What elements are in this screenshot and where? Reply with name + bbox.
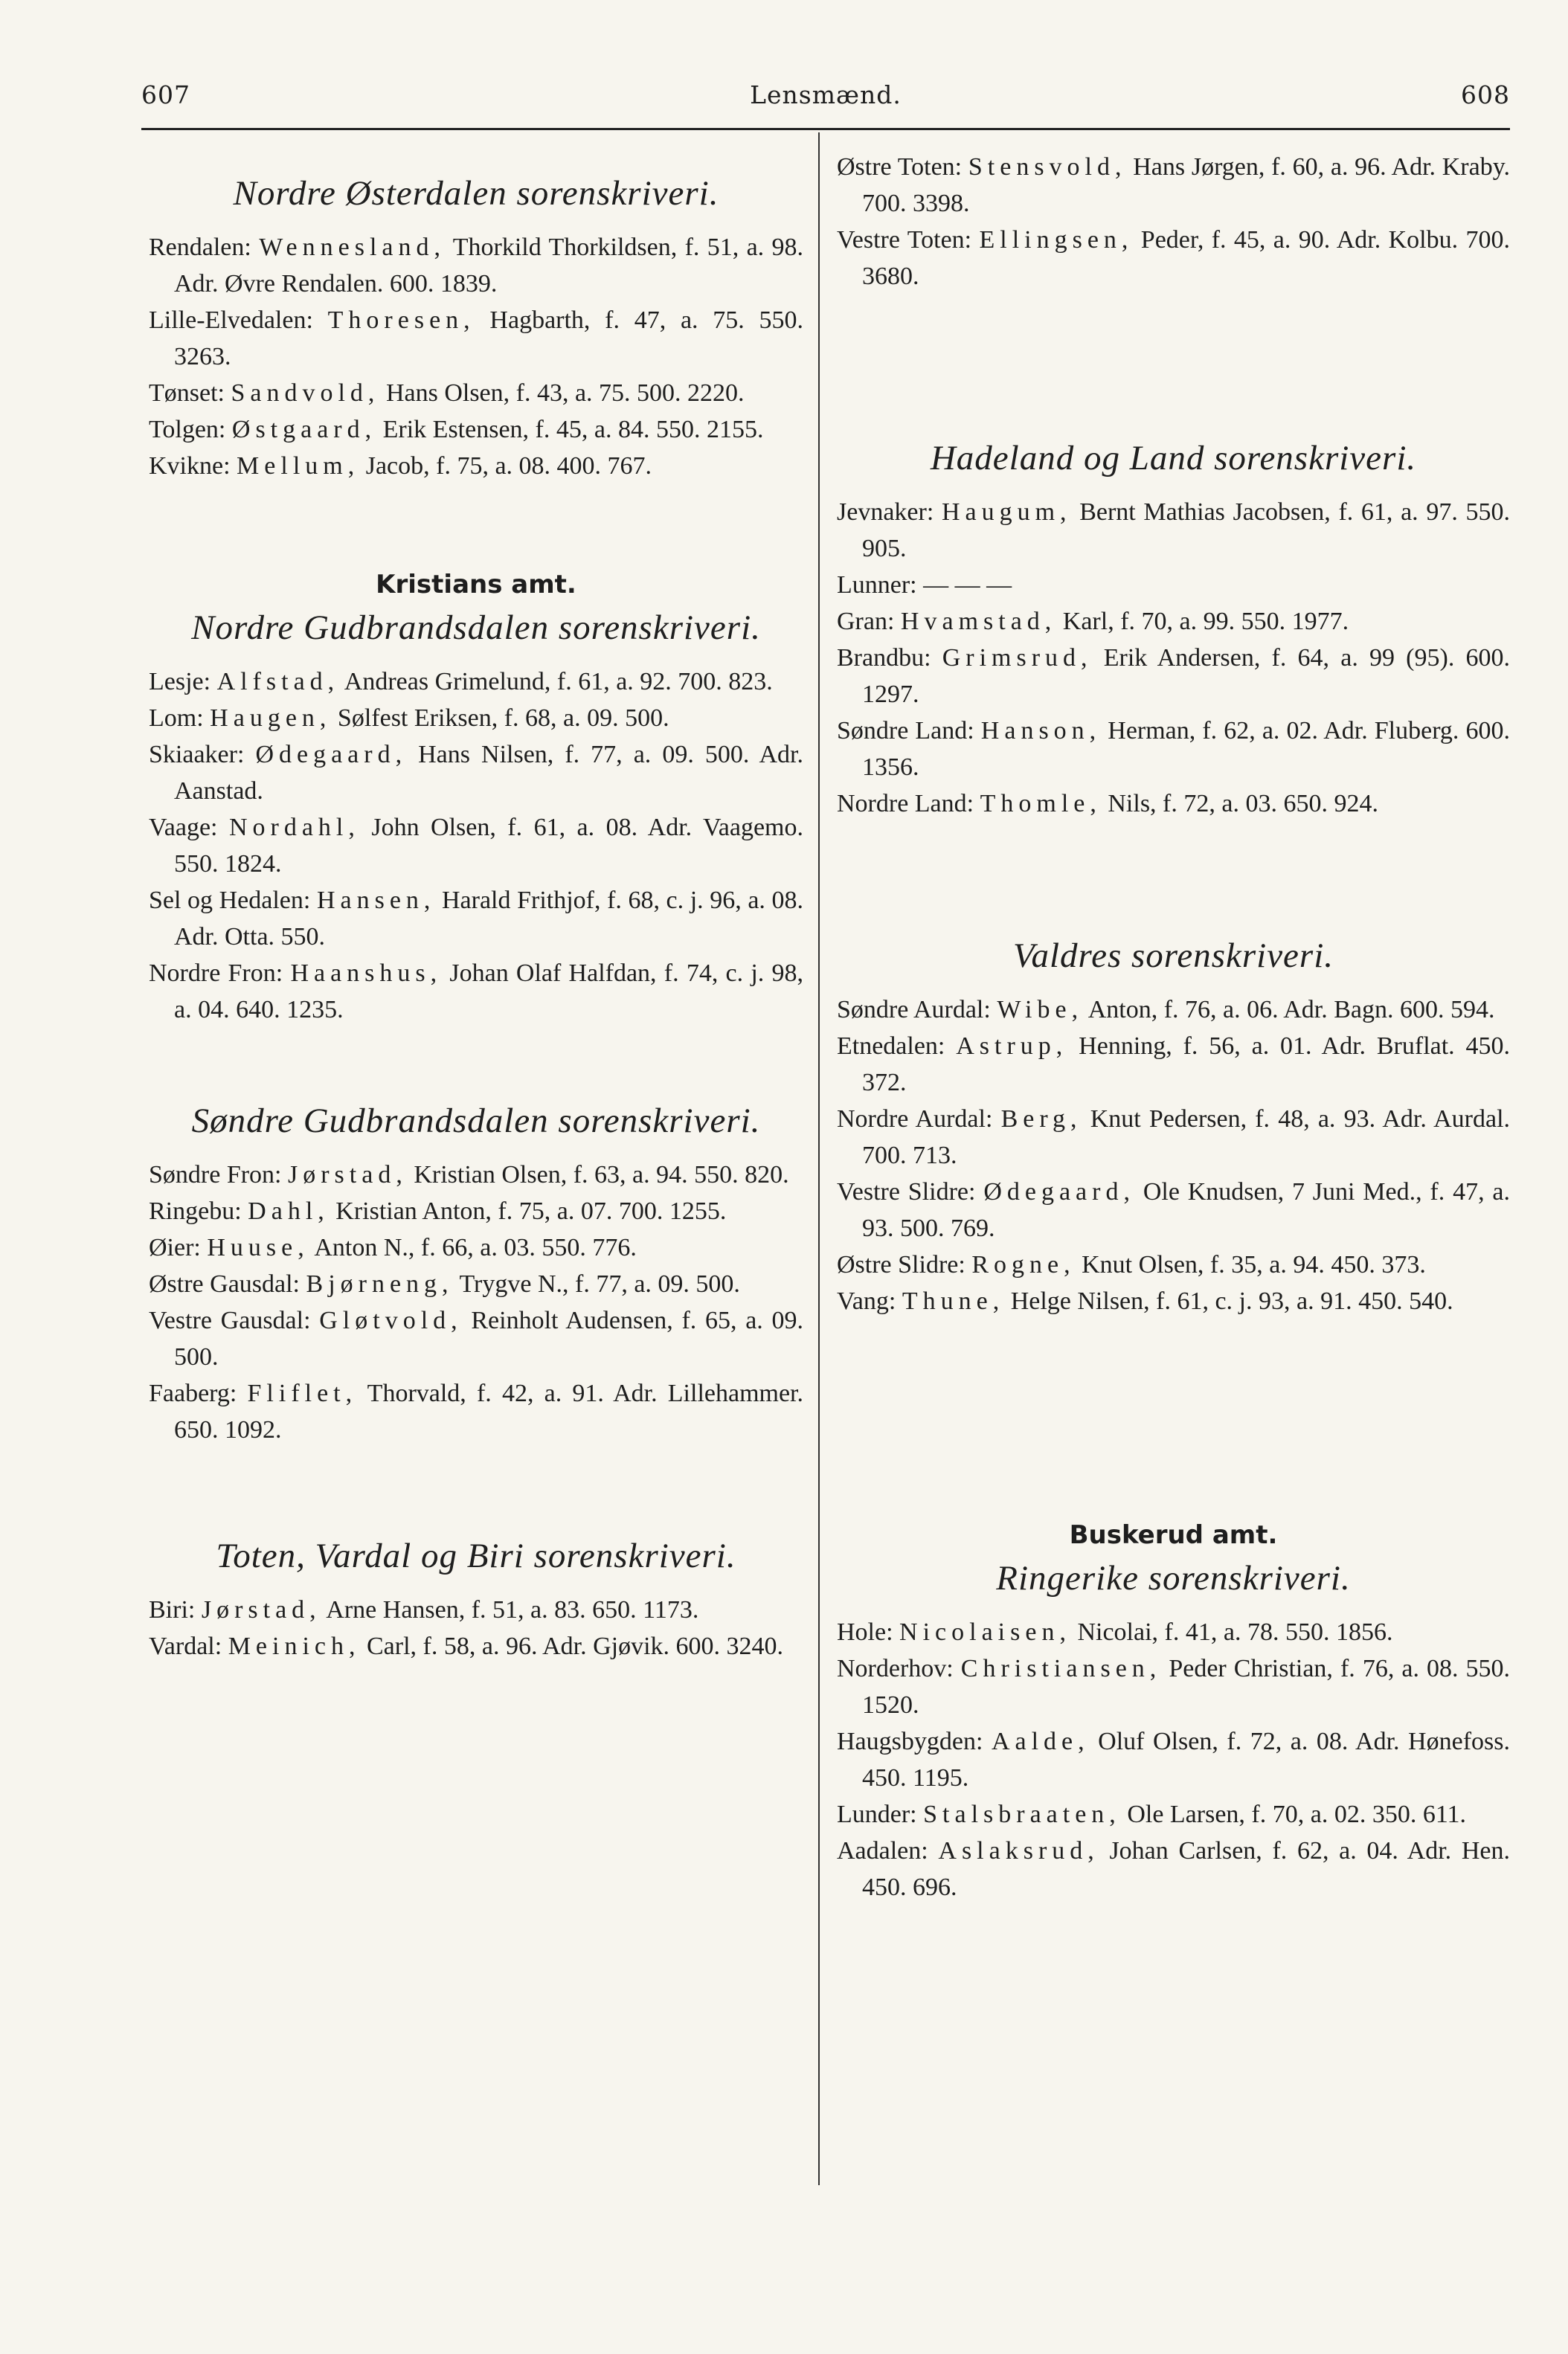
section-toten-vardal-biri bbox=[149, 1534, 803, 1665]
entry-place: Nordre Fron: bbox=[149, 959, 283, 987]
section-title: Valdres sorenskriveri. bbox=[1012, 936, 1334, 975]
entry-details: Thorvald, f. 42, a. 91. Adr. Lillehammer. 650. 1092. bbox=[174, 1380, 804, 1444]
entry-details: Karl, f. 70, a. 99. 550. 1977. bbox=[1062, 608, 1349, 635]
entry-details: Jacob, f. 75, a. 08. 400. 767. bbox=[365, 452, 652, 480]
section-nordre-osterdalen bbox=[149, 171, 803, 484]
entry bbox=[149, 1302, 803, 1375]
entry bbox=[837, 222, 1510, 295]
entry bbox=[149, 1592, 803, 1628]
entry bbox=[149, 229, 803, 302]
entry-name: Fliflet, bbox=[247, 1380, 358, 1407]
entry bbox=[837, 603, 1510, 640]
entry-place: Østre Toten: bbox=[837, 153, 963, 181]
entry-name: Nicolaisen, bbox=[899, 1618, 1071, 1646]
entry-place: Lom: bbox=[149, 704, 204, 732]
entry-name: Haugen, bbox=[210, 704, 332, 732]
entry-name: Nordahl, bbox=[228, 814, 360, 841]
entry-details: Nils, f. 72, a. 03. 650. 924. bbox=[1108, 790, 1378, 817]
entry-name: Rogne, bbox=[971, 1251, 1076, 1279]
entry-place: Biri: bbox=[149, 1596, 196, 1624]
entry-name: Østgaard, bbox=[231, 416, 377, 443]
entry-name: Ødegaard, bbox=[255, 741, 408, 768]
entry-place: Hole: bbox=[837, 1618, 893, 1646]
entry-details: Andreas Grimelund, f. 61, a. 92. 700. 823. bbox=[344, 668, 773, 695]
entry bbox=[149, 448, 803, 484]
entry-name: Christiansen, bbox=[960, 1655, 1162, 1682]
entry-details: John Olsen, f. 61, a. 08. Adr. Vaagemo. 550. 1824. bbox=[174, 814, 803, 878]
section-title: Nordre Gudbrandsdalen sorenskriveri. bbox=[191, 608, 761, 647]
entry bbox=[837, 991, 1510, 1028]
entry-place: Søndre Aurdal: bbox=[837, 996, 991, 1023]
section-nordre-gudbrandsdalen bbox=[149, 605, 803, 1028]
entry bbox=[837, 1028, 1510, 1101]
entry-details: Bernt Mathias Jacobsen, f. 61, a. 97. 550. 905. bbox=[862, 498, 1510, 562]
entry-details: Ole Larsen, f. 70, a. 02. 350. 611. bbox=[1127, 1801, 1467, 1828]
entry-place: Nordre Aurdal: bbox=[837, 1105, 993, 1133]
entry bbox=[837, 1796, 1510, 1833]
section-toten-continued bbox=[837, 149, 1510, 295]
entry-name: Huuse, bbox=[207, 1234, 309, 1261]
entry bbox=[837, 785, 1510, 822]
section-valdres bbox=[837, 933, 1510, 1319]
entry bbox=[149, 700, 803, 736]
entry-details: Trygve N., f. 77, a. 09. 500. bbox=[459, 1270, 740, 1298]
entry-details: Henning, f. 56, a. 01. Adr. Bruflat. 450. 372. bbox=[862, 1032, 1511, 1096]
section-title: Nordre Østerdalen sorenskriveri. bbox=[233, 174, 719, 213]
entry-place: Brandbu: bbox=[837, 644, 931, 672]
entry-details: Thorkild Thorkildsen, f. 51, a. 98. Adr. Øvre Rendalen. 600. 1839. bbox=[174, 234, 804, 298]
entry-name: Jørstad, bbox=[201, 1596, 321, 1624]
entry bbox=[149, 663, 803, 700]
entry-details: Erik Estensen, f. 45, a. 84. 550. 2155. bbox=[382, 416, 764, 443]
entry-details: Reinholt Audensen, f. 65, a. 09. 500. bbox=[174, 1307, 804, 1371]
entry-name: Alfstad, bbox=[216, 668, 340, 695]
entry-place: Søndre Fron: bbox=[149, 1161, 282, 1189]
entry-place: Rendalen: bbox=[149, 234, 251, 261]
entry-details: Hans Olsen, f. 43, a. 75. 500. 2220. bbox=[385, 379, 745, 407]
entry-name: Stalsbraaten, bbox=[923, 1801, 1121, 1828]
entry bbox=[149, 1193, 803, 1229]
entry-details: Harald Frithjof, f. 68, c. j. 96, a. 08. Adr. Otta. 550. bbox=[174, 887, 804, 951]
entry-details: Nicolai, f. 41, a. 78. 550. 1856. bbox=[1077, 1618, 1393, 1646]
entry-place: Søndre Land: bbox=[837, 717, 974, 745]
entry-place: Vardal: bbox=[149, 1633, 222, 1660]
entry bbox=[149, 1628, 803, 1665]
entry-details: Knut Olsen, f. 35, a. 94. 450. 373. bbox=[1082, 1251, 1426, 1279]
entry bbox=[149, 1375, 803, 1448]
entry-place: Vaage: bbox=[149, 814, 218, 841]
entry bbox=[837, 713, 1510, 785]
entry-place: Vang: bbox=[837, 1287, 896, 1315]
entry bbox=[837, 640, 1510, 713]
entry-details: Peder Christian, f. 76, a. 08. 550. 1520. bbox=[862, 1655, 1511, 1719]
entry bbox=[149, 809, 803, 882]
entry-place: Lille-Elvedalen: bbox=[149, 306, 313, 334]
entry-name: Aalde, bbox=[991, 1728, 1090, 1755]
entry-place: Tønset: bbox=[149, 379, 225, 407]
entry-place: Aadalen: bbox=[837, 1837, 928, 1865]
entry-place: Østre Slidre: bbox=[837, 1251, 965, 1279]
entry-place: Øier: bbox=[149, 1234, 201, 1261]
entry-details: Knut Pedersen, f. 48, a. 93. Adr. Aurdal. 700. 713. bbox=[862, 1105, 1511, 1169]
entry bbox=[149, 302, 803, 375]
entry-name: Mellum, bbox=[237, 452, 360, 480]
section-title: Ringerike sorenskriveri. bbox=[996, 1559, 1351, 1598]
section-title: Hadeland og Land sorenskriveri. bbox=[930, 439, 1417, 477]
entry bbox=[837, 149, 1510, 222]
entry-name: Grimsrud, bbox=[942, 644, 1093, 672]
entry bbox=[149, 736, 803, 809]
running-title: Lensmænd. bbox=[750, 80, 902, 109]
entry-place: Skiaaker: bbox=[149, 741, 245, 768]
entry-name: Thomle, bbox=[980, 790, 1102, 817]
entry-details: Kristian Anton, f. 75, a. 07. 700. 1255. bbox=[335, 1197, 727, 1225]
entry bbox=[837, 1283, 1510, 1319]
entry-details: Herman, f. 62, a. 02. Adr. Fluberg. 600. 1356. bbox=[862, 717, 1510, 781]
entry-details: Ole Knudsen, 7 Juni Med., f. 47, a. 93. 500. 769. bbox=[862, 1178, 1511, 1242]
county-heading-kristians: Kristians amt. bbox=[376, 570, 576, 599]
entry-place: Nordre Land: bbox=[837, 790, 974, 817]
entry bbox=[837, 1247, 1510, 1283]
entry-place: Lesje: bbox=[149, 668, 211, 695]
entry-name: Thoresen, bbox=[327, 306, 475, 334]
section-hadeland-land bbox=[837, 436, 1510, 822]
right-column bbox=[837, 149, 1510, 1906]
column-divider bbox=[818, 132, 820, 2185]
entry-name: Haanshus, bbox=[290, 959, 443, 987]
entry-place: Lunner: bbox=[837, 571, 917, 599]
entry-name: Haugum, bbox=[941, 498, 1072, 526]
left-column bbox=[149, 149, 803, 1665]
entry-details: Anton, f. 76, a. 06. Adr. Bagn. 600. 594. bbox=[1087, 996, 1495, 1023]
entry-place: Ringebu: bbox=[149, 1197, 242, 1225]
entry bbox=[837, 1833, 1510, 1906]
page-number-left: 607 bbox=[141, 80, 190, 109]
entry-details: — — — bbox=[923, 571, 1012, 599]
entry-details: Helge Nilsen, f. 61, c. j. 93, a. 91. 450. 540. bbox=[1010, 1287, 1453, 1315]
entry-name: Sandvold, bbox=[231, 379, 380, 407]
entry-name: Dahl, bbox=[248, 1197, 330, 1225]
entry bbox=[837, 1723, 1510, 1796]
entry-place: Tolgen: bbox=[149, 416, 226, 443]
entry-details: Johan Carlsen, f. 62, a. 04. Adr. Hen. 450. 696. bbox=[862, 1837, 1510, 1901]
entry-name: Hvamstad, bbox=[900, 608, 1057, 635]
section-sondre-gudbrandsdalen bbox=[149, 1099, 803, 1448]
entry bbox=[149, 882, 803, 955]
page-header bbox=[141, 80, 1510, 125]
entry bbox=[149, 411, 803, 448]
entry bbox=[149, 1157, 803, 1193]
entry bbox=[149, 1266, 803, 1302]
entry-place: Vestre Slidre: bbox=[837, 1178, 976, 1206]
entry-name: Bjørneng, bbox=[306, 1270, 454, 1298]
entry-details: Carl, f. 58, a. 96. Adr. Gjøvik. 600. 3240. bbox=[367, 1633, 784, 1660]
entry-details: Hagbarth, f. 47, a. 75. 550. 3263. bbox=[174, 306, 804, 370]
entry-name: Berg, bbox=[1000, 1105, 1082, 1133]
entry-name: Stensvold, bbox=[968, 153, 1127, 181]
entry-details: Anton N., f. 66, a. 03. 550. 776. bbox=[314, 1234, 637, 1261]
entry-details: Hans Nilsen, f. 77, a. 09. 500. Adr. Aanstad. bbox=[174, 741, 804, 805]
entry-place: Vestre Toten: bbox=[837, 226, 972, 254]
entry-name: Gløtvold, bbox=[319, 1307, 463, 1334]
entry-place: Sel og Hedalen: bbox=[149, 887, 311, 914]
entry-details: Hans Jørgen, f. 60, a. 96. Adr. Kraby. 700. 3398. bbox=[862, 153, 1511, 217]
entry-name: Jørstad, bbox=[288, 1161, 408, 1189]
entry-name: Ellingsen, bbox=[979, 226, 1134, 254]
section-title: Søndre Gudbrandsdalen sorenskriveri. bbox=[191, 1102, 761, 1140]
entry-name: Aslaksrud, bbox=[938, 1837, 1099, 1865]
header-rule bbox=[141, 128, 1510, 130]
entry-details: Oluf Olsen, f. 72, a. 08. Adr. Hønefoss. 450. 1195. bbox=[862, 1728, 1510, 1792]
entry-place: Haugsbygden: bbox=[837, 1728, 983, 1755]
entry-place: Faaberg: bbox=[149, 1380, 237, 1407]
entry-place: Østre Gausdal: bbox=[149, 1270, 301, 1298]
entry-name: Ødegaard, bbox=[983, 1178, 1135, 1206]
entry bbox=[837, 494, 1510, 567]
entry-details: Kristian Olsen, f. 63, a. 94. 550. 820. bbox=[414, 1161, 789, 1189]
entry bbox=[837, 1650, 1510, 1723]
entry-details: Johan Olaf Halfdan, f. 74, c. j. 98, a. 04. 640. 1235. bbox=[174, 959, 804, 1023]
entry bbox=[837, 567, 1510, 603]
entry-details: Peder, f. 45, a. 90. Adr. Kolbu. 700. 3680. bbox=[862, 226, 1510, 290]
entry-name: Astrup, bbox=[956, 1032, 1068, 1060]
entry-name: Wibe, bbox=[997, 996, 1084, 1023]
entry bbox=[837, 1614, 1510, 1650]
page-number-right: 608 bbox=[1461, 80, 1510, 109]
entry-place: Lunder: bbox=[837, 1801, 917, 1828]
entry-name: Hanson, bbox=[980, 717, 1102, 745]
entry-name: Wennesland, bbox=[259, 234, 446, 261]
entry bbox=[837, 1101, 1510, 1174]
entry bbox=[837, 1174, 1510, 1247]
entry-name: Hansen, bbox=[316, 887, 436, 914]
section-ringerike bbox=[837, 1556, 1510, 1906]
section-title: Toten, Vardal og Biri sorenskriveri. bbox=[216, 1537, 736, 1575]
entry-name: Meinich, bbox=[228, 1633, 361, 1660]
entry-details: Sølfest Eriksen, f. 68, a. 09. 500. bbox=[337, 704, 669, 732]
entry-place: Gran: bbox=[837, 608, 895, 635]
entry-place: Etnedalen: bbox=[837, 1032, 945, 1060]
entry-place: Vestre Gausdal: bbox=[149, 1307, 311, 1334]
entry bbox=[149, 1229, 803, 1266]
entry bbox=[149, 375, 803, 411]
entry-place: Kvikne: bbox=[149, 452, 231, 480]
entry bbox=[149, 955, 803, 1028]
county-heading-buskerud: Buskerud amt. bbox=[1069, 1520, 1278, 1550]
entry-details: Erik Andersen, f. 64, a. 99 (95). 600. 1297. bbox=[862, 644, 1511, 708]
entry-place: Jevnaker: bbox=[837, 498, 934, 526]
entry-details: Arne Hansen, f. 51, a. 83. 650. 1173. bbox=[326, 1596, 699, 1624]
entry-place: Norderhov: bbox=[837, 1655, 954, 1682]
entry-name: Thune, bbox=[902, 1287, 1005, 1315]
